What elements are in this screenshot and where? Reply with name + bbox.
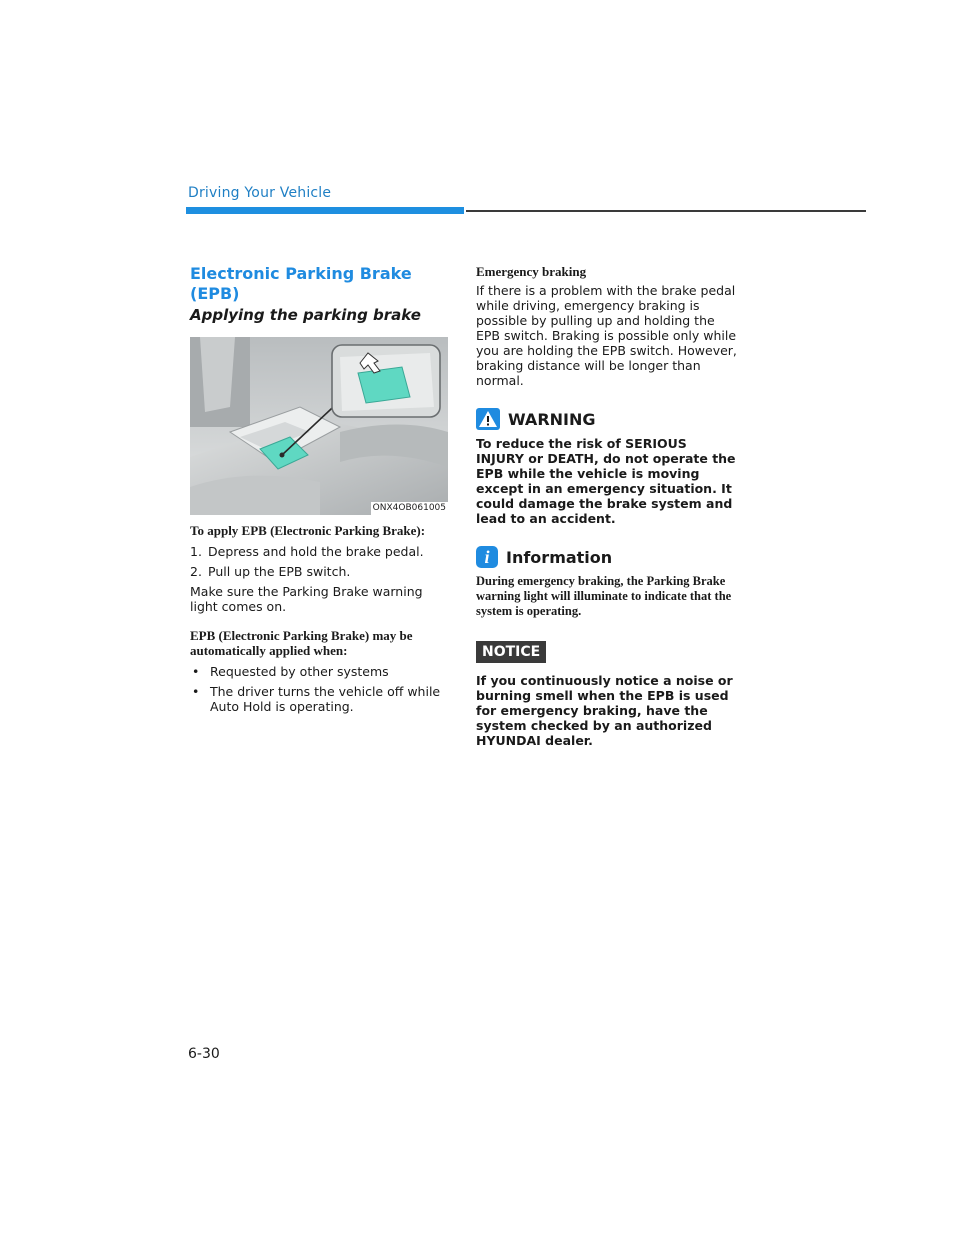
warning-text: To reduce the risk of SERIOUS INJURY or DEATH, do not operate the EPB while the vehicle is moving except in an emergency situation. It could damage the brake system and lead to an accident.	[476, 436, 736, 526]
information-title: Information	[506, 547, 613, 567]
steps-list	[190, 544, 452, 579]
header-bar-blue	[186, 207, 464, 214]
list-item: • The driver turns the vehicle off while Auto Hold is operating.	[192, 684, 441, 714]
list-item: 2. Pull up the EPB switch.	[190, 564, 351, 579]
page-number: 6-30	[188, 1046, 220, 1062]
info-icon: i	[476, 546, 498, 568]
make-sure-text: Make sure the Parking Brake warning light comes on.	[190, 584, 423, 614]
left-column	[190, 264, 452, 719]
epb-switch-illustration	[190, 337, 448, 515]
header-bar-gray	[466, 210, 866, 212]
notice-text: If you continuously notice a noise or burning smell when the EPB is used for emergency braking, have the system checked by an authorized HYUNDAI dealer.	[476, 673, 733, 748]
list-item: • Requested by other systems	[192, 664, 389, 679]
warning-icon	[476, 408, 500, 430]
header-title: Driving Your Vehicle	[188, 185, 332, 201]
notice-badge: NOTICE	[476, 641, 546, 663]
warning-title: WARNING	[508, 409, 596, 429]
right-column	[476, 264, 738, 748]
list-item: 1. Depress and hold the brake pedal.	[190, 544, 424, 559]
information-header	[476, 546, 738, 568]
bullet-list	[190, 664, 452, 714]
warning-header	[476, 408, 738, 430]
emergency-text: If there is a problem with the brake pedal while driving, emergency braking is possible by pulling up and holding the EPB switch. Braking is possible only while you are holding the EPB switch. However, braking distance will be longer than normal.	[476, 283, 737, 388]
figure-code: ONX4OB061005	[372, 503, 446, 513]
console-drawing	[190, 337, 448, 515]
auto-apply-heading: EPB (Electronic Parking Brake) may be automatically applied when:	[190, 628, 413, 658]
emergency-heading: Emergency braking	[476, 264, 587, 279]
section-title: Electronic Parking Brake (EPB)	[190, 264, 412, 303]
section-subtitle: Applying the parking brake	[190, 306, 421, 324]
apply-heading: To apply EPB (Electronic Parking Brake):	[190, 523, 426, 538]
information-text: During emergency braking, the Parking Brake warning light will illuminate to indicate that the system is operating.	[476, 574, 732, 618]
